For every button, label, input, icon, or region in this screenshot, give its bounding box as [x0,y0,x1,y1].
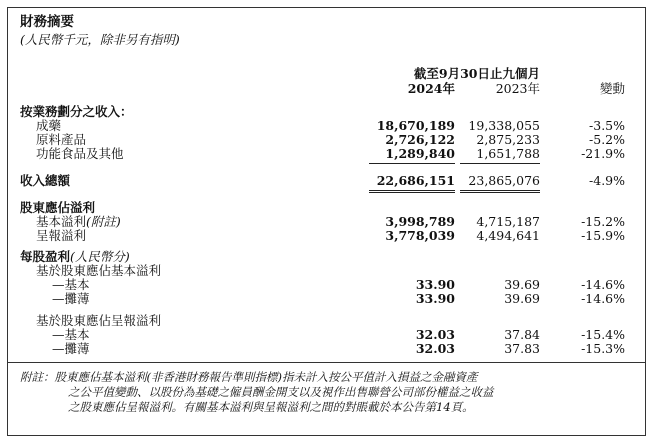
eps-row-label: —基本 [52,277,90,292]
total-rule-2024-b [369,192,455,193]
footnote-line: 之公平值變動、以股份為基礎之僱員酬金開支以及視作出售聯營公司部份權益之收益 [68,385,494,399]
total-rule-2023-a [460,190,540,191]
page-title: 財務摘要 [20,14,74,30]
subtotal-rule-2024 [369,163,455,164]
profit-note-marker: (附註) [86,214,121,229]
summary-frame [7,7,646,436]
eps-row-2023: 37.83 [504,341,540,356]
period-header: 截至9月30日止九個月 [413,66,540,81]
total-rule-2023-b [460,192,540,193]
eps-basic-heading: 基於股東應佔基本溢利 [36,263,162,278]
col-change-header: 變動 [599,81,625,96]
revenue-row-2024: 18,670,189 [376,118,455,133]
revenue-row-label: 原料產品 [36,132,87,147]
revenue-row-change: -21.9% [581,146,625,161]
eps-row-2024: 33.90 [415,291,455,306]
eps-row-2023: 37.84 [504,327,540,342]
eps-row-label: —攤薄 [52,341,90,356]
unit-note: (人民幣千元，除非另有指明) [20,32,180,47]
total-label: 收入總額 [20,173,71,188]
eps-row-change: -15.4% [581,327,625,342]
total-2024: 22,686,151 [376,173,455,188]
eps-row-change: -15.3% [581,341,625,356]
note-divider [8,362,645,363]
revenue-row-2023: 2,875,233 [476,132,540,147]
col-2023-header: 2023年 [495,81,540,96]
profit-row-label: 呈報溢利 [36,228,87,243]
revenue-row-label: 成藥 [36,118,62,133]
profit-row-2023: 4,715,187 [476,214,540,229]
total-change: -4.9% [589,173,625,188]
revenue-heading: 按業務劃分之收入： [20,104,133,119]
eps-row-change: -14.6% [581,291,625,306]
profit-row-2024: 3,998,789 [385,214,455,229]
revenue-row-2024: 2,726,122 [385,132,455,147]
eps-unit: (人民幣分) [70,249,130,264]
col-2024-header: 2024年 [407,81,455,96]
eps-row-2023: 39.69 [504,277,540,292]
revenue-row-2023: 19,338,055 [468,118,540,133]
profit-heading: 股東應佔溢利 [20,200,96,215]
eps-row-2024: 32.03 [415,327,455,342]
footnote-line: 之股東應佔呈報溢利。有關基本溢利與呈報溢利之間的對賬載於本公告第14頁。 [68,400,474,414]
total-2023: 23,865,076 [468,173,540,188]
revenue-row-label: 功能食品及其他 [36,146,124,161]
revenue-row-2023: 1,651,788 [476,146,540,161]
profit-row-2023: 4,494,641 [476,228,540,243]
eps-row-label: —基本 [52,327,90,342]
eps-row-2024: 32.03 [415,341,455,356]
profit-row-label: 基本溢利(附註) [36,214,121,229]
footnote-line: 附註：股東應佔基本溢利(非香港財務報告準則指標)指未計入按公平值計入損益之金融資產 [20,370,478,384]
revenue-row-2024: 1,289,840 [385,146,455,161]
subtotal-rule-2023 [460,163,540,164]
eps-row-2023: 39.69 [504,291,540,306]
revenue-row-change: -3.5% [589,118,625,133]
eps-heading: 每股盈利(人民幣分) [20,249,130,264]
total-rule-2024-a [369,190,455,191]
revenue-row-change: -5.2% [589,132,625,147]
eps-reported-heading: 基於股東應佔呈報溢利 [36,313,162,328]
eps-row-2024: 33.90 [415,277,455,292]
profit-row-2024: 3,778,039 [385,228,455,243]
profit-row-change: -15.9% [581,228,625,243]
profit-row-change: -15.2% [581,214,625,229]
eps-row-change: -14.6% [581,277,625,292]
eps-row-label: —攤薄 [52,291,90,306]
